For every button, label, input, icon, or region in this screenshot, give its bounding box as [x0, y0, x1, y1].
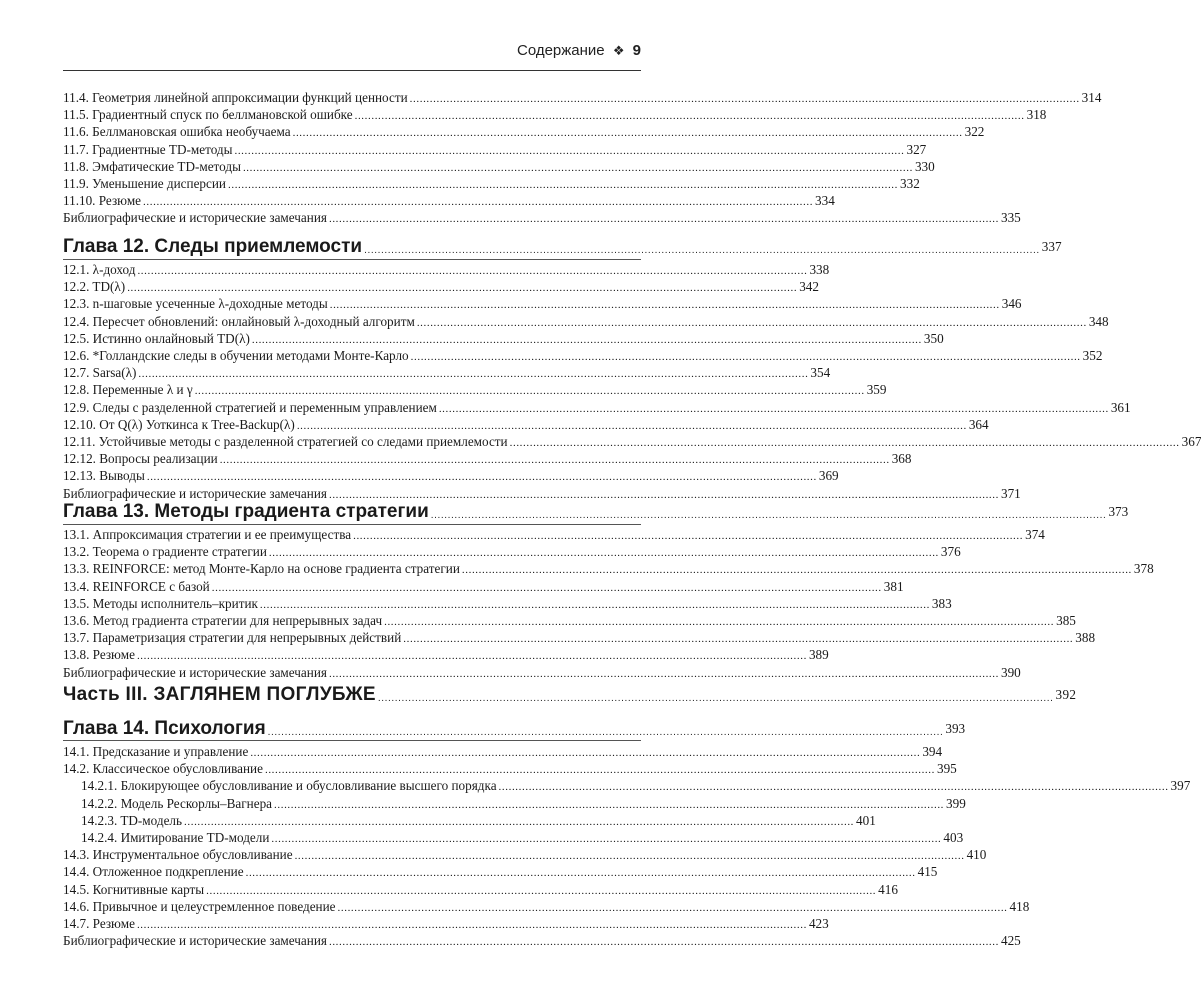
- part-heading[interactable]: [63, 684, 1077, 706]
- dot-leader: ........................................................................................................................................................................................................: [184, 815, 855, 828]
- dot-leader: ........................................................................................................................................................................................................: [245, 867, 916, 880]
- dot-leader: ........................................................................................................................................................................................................: [143, 196, 814, 209]
- toc-entry-page: 423: [808, 916, 829, 931]
- toc-entry-page: 383: [931, 595, 952, 611]
- toc-entry-page: 354: [810, 365, 831, 381]
- toc-entry-title: 14.2.3. TD-модель: [81, 812, 183, 828]
- toc-entry[interactable]: [63, 898, 1030, 915]
- toc-entry[interactable]: [63, 123, 985, 140]
- toc-entry-title: Библиографические и исторические замечания: [63, 664, 327, 680]
- toc-entry[interactable]: [63, 846, 987, 863]
- toc-entry[interactable]: [63, 932, 1021, 949]
- toc-entry-title: 11.4. Геометрия линейной аппроксимации функций ценности: [63, 90, 408, 105]
- dot-leader: ........................................................................................................................................................................................................: [251, 333, 922, 346]
- toc-entry-page: 332: [900, 176, 920, 191]
- dot-leader: ........................................................................................................................................................................................................: [328, 667, 999, 680]
- toc-entry[interactable]: [63, 760, 957, 777]
- toc-entry-page: 418: [1009, 898, 1030, 914]
- toc-entry-title: Библиографические и исторические замечания: [63, 210, 327, 226]
- chapter-heading[interactable]: [63, 718, 966, 740]
- toc-entry-page: 314: [1081, 90, 1102, 105]
- toc-entry-title: 12.6. *Голландские следы в обучении методами Монте-Карло: [63, 348, 409, 363]
- toc-entry[interactable]: [63, 89, 1102, 106]
- toc-entry-title: 12.12. Вопросы реализации: [63, 451, 218, 467]
- toc-entry-page: 337: [1041, 239, 1062, 254]
- dot-leader: ........................................................................................................................................................................................................: [328, 213, 999, 226]
- dot-leader: ........................................................................................................................................................................................................: [234, 144, 905, 157]
- toc-entry-title: 14.1. Предсказание и управление: [63, 744, 249, 759]
- toc-entry-title: 12.9. Следы с разделенной стратегией и переменным управлением: [63, 399, 437, 415]
- toc-entry[interactable]: [63, 467, 839, 484]
- toc-entry-page: 378: [1133, 561, 1154, 577]
- dot-leader: ........................................................................................................................................................................................................: [461, 564, 1132, 577]
- toc-entry-page: 381: [883, 578, 904, 594]
- toc-entry-page: 393: [945, 721, 966, 736]
- dot-leader: ........................................................................................................................................................................................................: [498, 781, 1169, 794]
- toc-entry[interactable]: [63, 330, 944, 347]
- toc-entry-page: 410: [966, 847, 987, 863]
- toc-entry-page: 359: [866, 382, 887, 398]
- dot-leader: ........................................................................................................................................................................................................: [206, 884, 877, 897]
- toc-entry-title: Глава 14. Психология: [63, 718, 266, 739]
- dot-leader: ........................................................................................................................................................................................................: [268, 547, 939, 560]
- dot-leader: ........................................................................................................................................................................................................: [219, 454, 890, 467]
- toc-entry[interactable]: [63, 915, 829, 932]
- dot-leader: ........................................................................................................................................................................................................: [292, 127, 963, 140]
- toc-entry-title: 11.8. Эмфатические TD-методы: [63, 158, 241, 174]
- toc-entry-title: 14.2. Классическое обусловливание: [63, 761, 263, 777]
- toc-entry-title: 13.6. Метод градиента стратегии для непрерывных задач: [63, 613, 383, 628]
- toc-entry-title: Библиографические и исторические замечания: [63, 933, 327, 949]
- toc-entry[interactable]: [63, 881, 898, 898]
- toc-entry[interactable]: [63, 381, 887, 398]
- toc-entry-page: 373: [1108, 504, 1129, 519]
- toc-entry-title: 12.1. λ-доход: [63, 262, 136, 277]
- toc-entry[interactable]: [63, 261, 830, 278]
- toc-entry-page: 390: [1000, 664, 1021, 680]
- toc-entry-page: 394: [922, 744, 943, 759]
- toc-subentry[interactable]: [81, 777, 1191, 794]
- divider-ch13: [63, 524, 641, 525]
- toc-entry-page: 371: [1000, 485, 1021, 501]
- toc-entry-title: 13.3. REINFORCE: метод Монте-Карло на основе градиента стратегии: [63, 561, 460, 577]
- dot-leader: ........................................................................................................................................................................................................: [337, 901, 1008, 914]
- toc-entry-page: 376: [940, 544, 961, 560]
- toc-entry[interactable]: [63, 175, 920, 192]
- toc-entry-title: 11.10. Резюме: [63, 193, 142, 209]
- toc-entry-title: 13.7. Параметризация стратегии для непрерывных действий: [63, 630, 402, 646]
- table-of-contents: [63, 0, 1201, 1000]
- toc-entry-page: 342: [799, 279, 819, 295]
- toc-entry[interactable]: [63, 743, 943, 760]
- dot-leader: ........................................................................................................................................................................................................: [438, 402, 1109, 415]
- toc-entry-title: 14.2.4. Имитирование TD-модели: [81, 830, 270, 845]
- dot-leader: ........................................................................................................................................................................................................: [430, 510, 1107, 521]
- toc-entry-title: 12.8. Переменные λ и γ: [63, 382, 193, 398]
- toc-entry[interactable]: [63, 595, 952, 612]
- toc-entry-page: 399: [946, 795, 966, 811]
- toc-entry-title: 14.5. Когнитивные карты: [63, 881, 205, 897]
- toc-entry-page: 416: [878, 881, 898, 897]
- toc-entry[interactable]: [63, 399, 1131, 416]
- toc-entry-title: 14.2.1. Блокирующее обусловливание и обусловливание высшего порядка: [81, 778, 497, 794]
- toc-entry-title: 14.7. Резюме: [63, 916, 135, 931]
- toc-entry-title: 14.3. Инструментальное обусловливание: [63, 847, 293, 863]
- toc-entry-page: 350: [923, 330, 944, 346]
- toc-entry-page: 368: [891, 451, 912, 467]
- toc-entry-title: Библиографические и исторические замечания: [63, 485, 327, 501]
- dot-leader: ........................................................................................................................................................................................................: [267, 727, 944, 738]
- toc-entry[interactable]: [63, 664, 1021, 681]
- toc-entry-title: 11.5. Градиентный спуск по беллмановской ошибке: [63, 107, 353, 123]
- dot-leader: ........................................................................................................................................................................................................: [328, 488, 999, 501]
- toc-entry-title: 12.2. TD(λ): [63, 279, 126, 295]
- header-section-title: Содержание: [516, 42, 605, 59]
- dot-leader: ........................................................................................................................................................................................................: [242, 161, 913, 174]
- toc-entry-page: 352: [1082, 348, 1103, 363]
- toc-entry-page: 403: [943, 830, 964, 845]
- toc-entry-page: 348: [1088, 313, 1109, 329]
- dot-leader: ........................................................................................................................................................................................................: [264, 764, 935, 777]
- toc-entry-page: 389: [808, 647, 829, 663]
- dot-leader: ........................................................................................................................................................................................................: [146, 471, 817, 484]
- dot-leader: ........................................................................................................................................................................................................: [271, 833, 942, 845]
- toc-entry-title: 14.2.2. Модель Рескорлы–Вагнера: [81, 795, 273, 811]
- dot-leader: ........................................................................................................................................................................................................: [384, 616, 1055, 628]
- toc-entry-page: 361: [1110, 399, 1131, 415]
- toc-entry-page: 395: [936, 761, 957, 777]
- toc-entry-title: 12.4. Пересчет обновлений: онлайновый λ-доходный алгоритм: [63, 313, 415, 329]
- toc-entry-page: 346: [1001, 296, 1022, 312]
- toc-entry-page: 374: [1025, 527, 1045, 542]
- toc-entry-page: 322: [964, 124, 985, 140]
- toc-entry-title: 14.6. Привычное и целеустремленное поведение: [63, 898, 336, 914]
- dot-leader: ........................................................................................................................................................................................................: [329, 299, 1000, 312]
- toc-entry-title: 13.4. REINFORCE с базой: [63, 578, 210, 594]
- toc-entry-title: 12.5. Истинно онлайновый TD(λ): [63, 330, 250, 346]
- toc-entry[interactable]: [63, 209, 1021, 226]
- toc-entry-title: Глава 13. Методы градиента стратегии: [63, 501, 429, 522]
- toc-entry[interactable]: [63, 141, 927, 158]
- dot-leader: ........................................................................................................................................................................................................: [127, 282, 798, 295]
- toc-entry-title: Глава 12. Следы приемлемости: [63, 236, 363, 257]
- dot-leader: ........................................................................................................................................................................................................: [137, 265, 808, 277]
- toc-entry[interactable]: [63, 526, 1045, 543]
- toc-entry-page: 388: [1075, 630, 1096, 646]
- toc-entry-title: 11.7. Градиентные TD-методы: [63, 141, 233, 157]
- dot-leader: ........................................................................................................................................................................................................: [416, 316, 1087, 329]
- dot-leader: ........................................................................................................................................................................................................: [211, 581, 882, 594]
- toc-entry[interactable]: [63, 629, 1096, 646]
- toc-entry-page: 335: [1000, 210, 1021, 226]
- dot-leader: ........................................................................................................................................................................................................: [138, 368, 809, 381]
- toc-subentry[interactable]: [81, 812, 876, 829]
- toc-entry-page: 334: [815, 193, 835, 209]
- toc-entry-title: 13.2. Теорема о градиенте стратегии: [63, 544, 267, 560]
- dot-leader: ........................................................................................................................................................................................................: [410, 351, 1081, 363]
- dot-leader: ........................................................................................................................................................................................................: [294, 850, 965, 863]
- toc-entry[interactable]: [63, 158, 935, 175]
- toc-entry-title: 12.3. n-шаговые усеченные λ-доходные методы: [63, 296, 328, 312]
- toc-entry-page: 367: [1181, 434, 1201, 449]
- dot-leader: ........................................................................................................................................................................................................: [354, 110, 1025, 123]
- toc-entry-title: 13.8. Резюме: [63, 647, 135, 663]
- toc-entry-page: 338: [809, 262, 830, 277]
- toc-entry-title: 14.4. Отложенное подкрепление: [63, 864, 244, 880]
- chapter-heading[interactable]: [63, 501, 1129, 523]
- toc-entry[interactable]: [63, 416, 989, 433]
- toc-entry-page: 397: [1170, 778, 1191, 794]
- toc-entry[interactable]: [63, 612, 1076, 629]
- toc-subentry[interactable]: [81, 795, 966, 812]
- toc-entry[interactable]: [63, 192, 835, 209]
- dot-leader: ........................................................................................................................................................................................................: [136, 650, 807, 663]
- toc-entry-title: 11.9. Уменьшение дисперсии: [63, 176, 226, 191]
- toc-entry-title: 12.11. Устойчивые методы с разделенной стратегией со следами приемлемости: [63, 434, 508, 449]
- toc-entry-page: 385: [1056, 613, 1076, 628]
- dot-leader: ........................................................................................................................................................................................................: [228, 179, 898, 191]
- toc-entry[interactable]: [63, 364, 831, 381]
- toc-entry[interactable]: [63, 450, 912, 467]
- toc-entry-title: 12.13. Выводы: [63, 468, 145, 484]
- toc-entry-page: 369: [818, 468, 839, 484]
- toc-entry-page: 415: [917, 864, 938, 880]
- toc-entry[interactable]: [63, 485, 1021, 502]
- dot-leader: ........................................................................................................................................................................................................: [250, 747, 921, 759]
- toc-entry-page: 330: [914, 158, 935, 174]
- toc-entry[interactable]: [63, 106, 1047, 123]
- dot-leader: ........................................................................................................................................................................................................: [328, 936, 999, 949]
- toc-entry[interactable]: [63, 543, 961, 560]
- toc-entry[interactable]: [63, 433, 1201, 450]
- toc-entry-title: 13.5. Методы исполнитель–критик: [63, 595, 258, 611]
- toc-entry-title: 12.10. От Q(λ) Уоткинса к Tree-Backup(λ): [63, 416, 295, 432]
- toc-entry[interactable]: [63, 278, 819, 295]
- dot-leader: ........................................................................................................................................................................................................: [274, 798, 945, 811]
- dot-leader: ........................................................................................................................................................................................................: [136, 919, 807, 931]
- toc-entry[interactable]: [63, 578, 904, 595]
- toc-entry-title: 13.1. Аппроксимация стратегии и ее преимущества: [63, 527, 352, 542]
- toc-entry-page: 401: [856, 812, 876, 828]
- dot-leader: ........................................................................................................................................................................................................: [296, 419, 967, 432]
- dot-leader: ........................................................................................................................................................................................................: [377, 693, 1054, 704]
- toc-entry[interactable]: [63, 347, 1103, 364]
- dot-leader: ........................................................................................................................................................................................................: [194, 385, 865, 398]
- divider-ch14: [63, 740, 641, 741]
- toc-entry-page: 364: [968, 416, 989, 432]
- toc-entry-page: 318: [1026, 107, 1047, 123]
- toc-entry[interactable]: [63, 863, 938, 880]
- toc-subentry[interactable]: [81, 829, 964, 846]
- dot-leader: ........................................................................................................................................................................................................: [409, 93, 1080, 105]
- toc-entry-title: Часть III. ЗАГЛЯНЕМ ПОГЛУБЖЕ: [63, 684, 376, 705]
- toc-entry-title: 11.6. Беллмановская ошибка необучаема: [63, 124, 291, 140]
- dot-leader: ........................................................................................................................................................................................................: [259, 598, 930, 611]
- header-ornament-icon: ❖: [612, 43, 625, 58]
- toc-entry[interactable]: [63, 295, 1022, 312]
- toc-entry[interactable]: [63, 313, 1109, 330]
- toc-entry-title: 12.7. Sarsa(λ): [63, 365, 137, 381]
- toc-entry[interactable]: [63, 646, 829, 663]
- dot-leader: ........................................................................................................................................................................................................: [509, 437, 1180, 449]
- chapter-heading[interactable]: [63, 236, 1062, 258]
- toc-entry-page: 425: [1000, 933, 1021, 949]
- divider-ch12: [63, 259, 641, 260]
- dot-leader: ........................................................................................................................................................................................................: [403, 633, 1074, 646]
- dot-leader: ........................................................................................................................................................................................................: [364, 245, 1040, 256]
- dot-leader: ........................................................................................................................................................................................................: [353, 530, 1024, 542]
- toc-entry-page: 392: [1055, 687, 1077, 702]
- header-page-number: 9: [632, 42, 641, 59]
- toc-entry[interactable]: [63, 560, 1154, 577]
- toc-entry-page: 327: [906, 141, 927, 157]
